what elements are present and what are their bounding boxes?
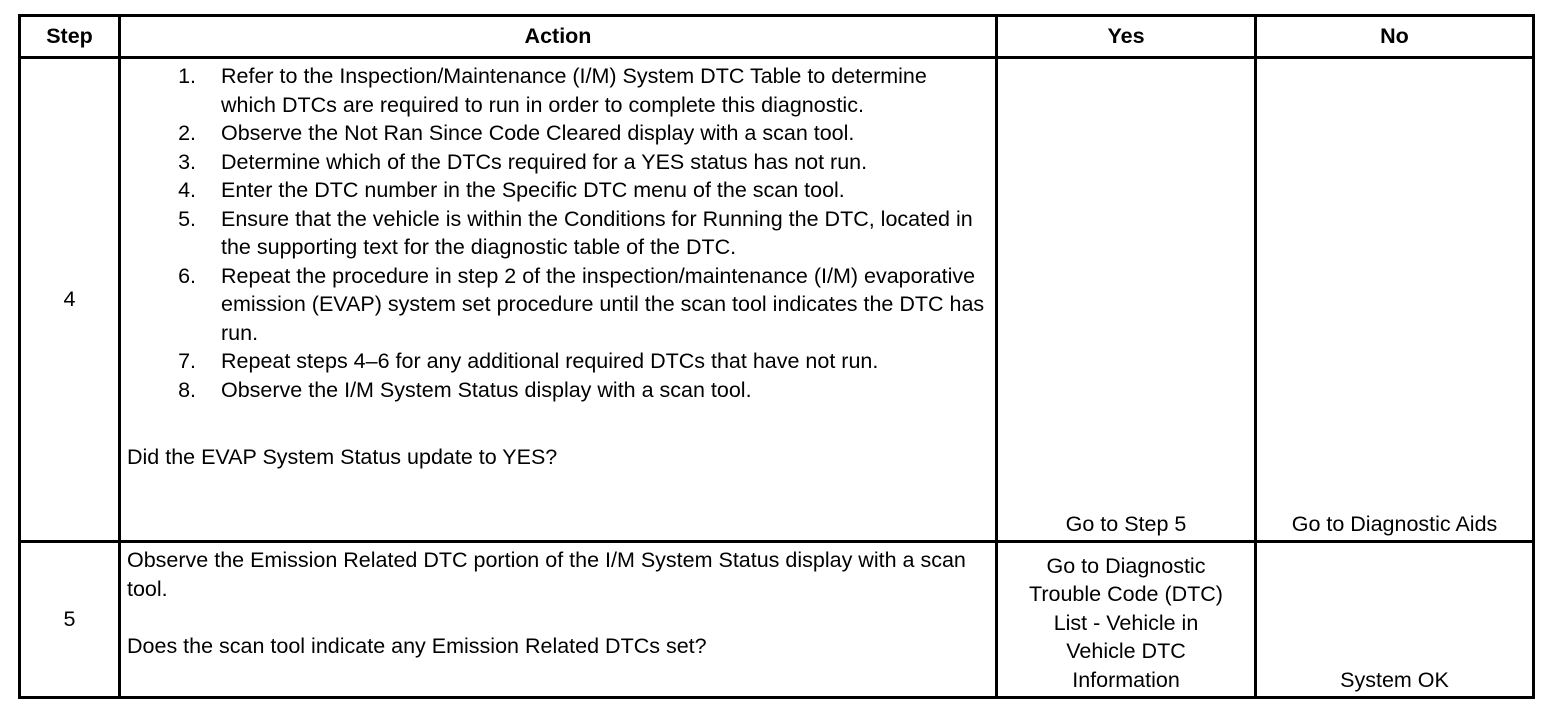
- list-item-text: Observe the Not Ran Since Code Cleared display with a scan tool.: [221, 121, 855, 145]
- list-item-text: Repeat the procedure in step 2 of the inspection/maintenance (I/M) evaporative emission (EVAP) system set procedure until the scan tool indicates the DTC has run.: [221, 263, 985, 345]
- yes-result-line: Vehicle DTC: [1066, 639, 1186, 663]
- no-result: System OK: [1256, 542, 1534, 698]
- step-number: 5: [20, 542, 120, 698]
- header-action: Action: [120, 16, 997, 58]
- step-number: 4: [20, 58, 120, 542]
- step-5-question: Does the scan tool indicate any Emission Related DTCs set?: [127, 634, 707, 658]
- list-item-text: Determine which of the DTCs required for a YES status has not run.: [221, 149, 868, 174]
- list-item-number: 5.: [178, 206, 196, 231]
- list-item-text: Repeat steps 4–6 for any additional required DTCs that have not run.: [221, 349, 879, 373]
- step-5-instruction: Observe the Emission Related DTC portion of the I/M System Status display with a scan tool.: [127, 548, 966, 601]
- header-no: No: [1256, 16, 1534, 58]
- list-item-text: Refer to the Inspection/Maintenance (I/M) System DTC Table to determine which DTCs are required to run in order to complete this diagnostic.: [221, 64, 927, 117]
- header-step: Step: [20, 16, 120, 58]
- yes-result: Go to Step 5: [997, 58, 1256, 542]
- list-item: [127, 148, 987, 177]
- yes-result-line: List - Vehicle in: [1053, 610, 1199, 635]
- yes-result-line: Trouble Code (DTC): [1029, 582, 1223, 606]
- header-yes: Yes: [997, 16, 1256, 58]
- list-item-number: 7.: [178, 349, 196, 373]
- list-item: [127, 376, 987, 405]
- list-item: [127, 262, 987, 348]
- diagnostic-table: [18, 14, 1535, 699]
- action-cell: [120, 58, 997, 542]
- list-item-number: 2.: [178, 121, 196, 145]
- no-result: Go to Diagnostic Aids: [1256, 58, 1534, 542]
- list-item: [127, 205, 987, 262]
- list-item: [127, 176, 987, 205]
- list-item: [127, 119, 987, 148]
- step-4-question: Did the EVAP System Status update to YES?: [127, 445, 558, 469]
- header-row: [20, 16, 1534, 58]
- list-item-text: Ensure that the vehicle is within the Conditions for Running the DTC, located in the supporting text for the diagnostic table of the DTC.: [221, 206, 973, 259]
- list-item-number: 1.: [178, 64, 196, 88]
- list-item: [127, 62, 987, 119]
- yes-result-line: Go to Diagnostic: [1046, 553, 1206, 578]
- list-item-text: Enter the DTC number in the Specific DTC menu of the scan tool.: [221, 178, 845, 202]
- list-item-number: 4.: [178, 178, 196, 202]
- yes-result-line: Information: [1072, 667, 1180, 692]
- action-cell: [120, 542, 997, 698]
- list-item-number: 3.: [178, 149, 196, 174]
- action-steps-list: [127, 62, 987, 404]
- list-item-number: 6.: [178, 263, 196, 288]
- table-row-step-4: [20, 58, 1534, 542]
- list-item-text: Observe the I/M System Status display with a scan tool.: [221, 377, 752, 402]
- list-item-number: 8.: [178, 377, 196, 402]
- yes-result: [997, 542, 1256, 698]
- list-item: [127, 347, 987, 376]
- table-row-step-5: [20, 542, 1534, 698]
